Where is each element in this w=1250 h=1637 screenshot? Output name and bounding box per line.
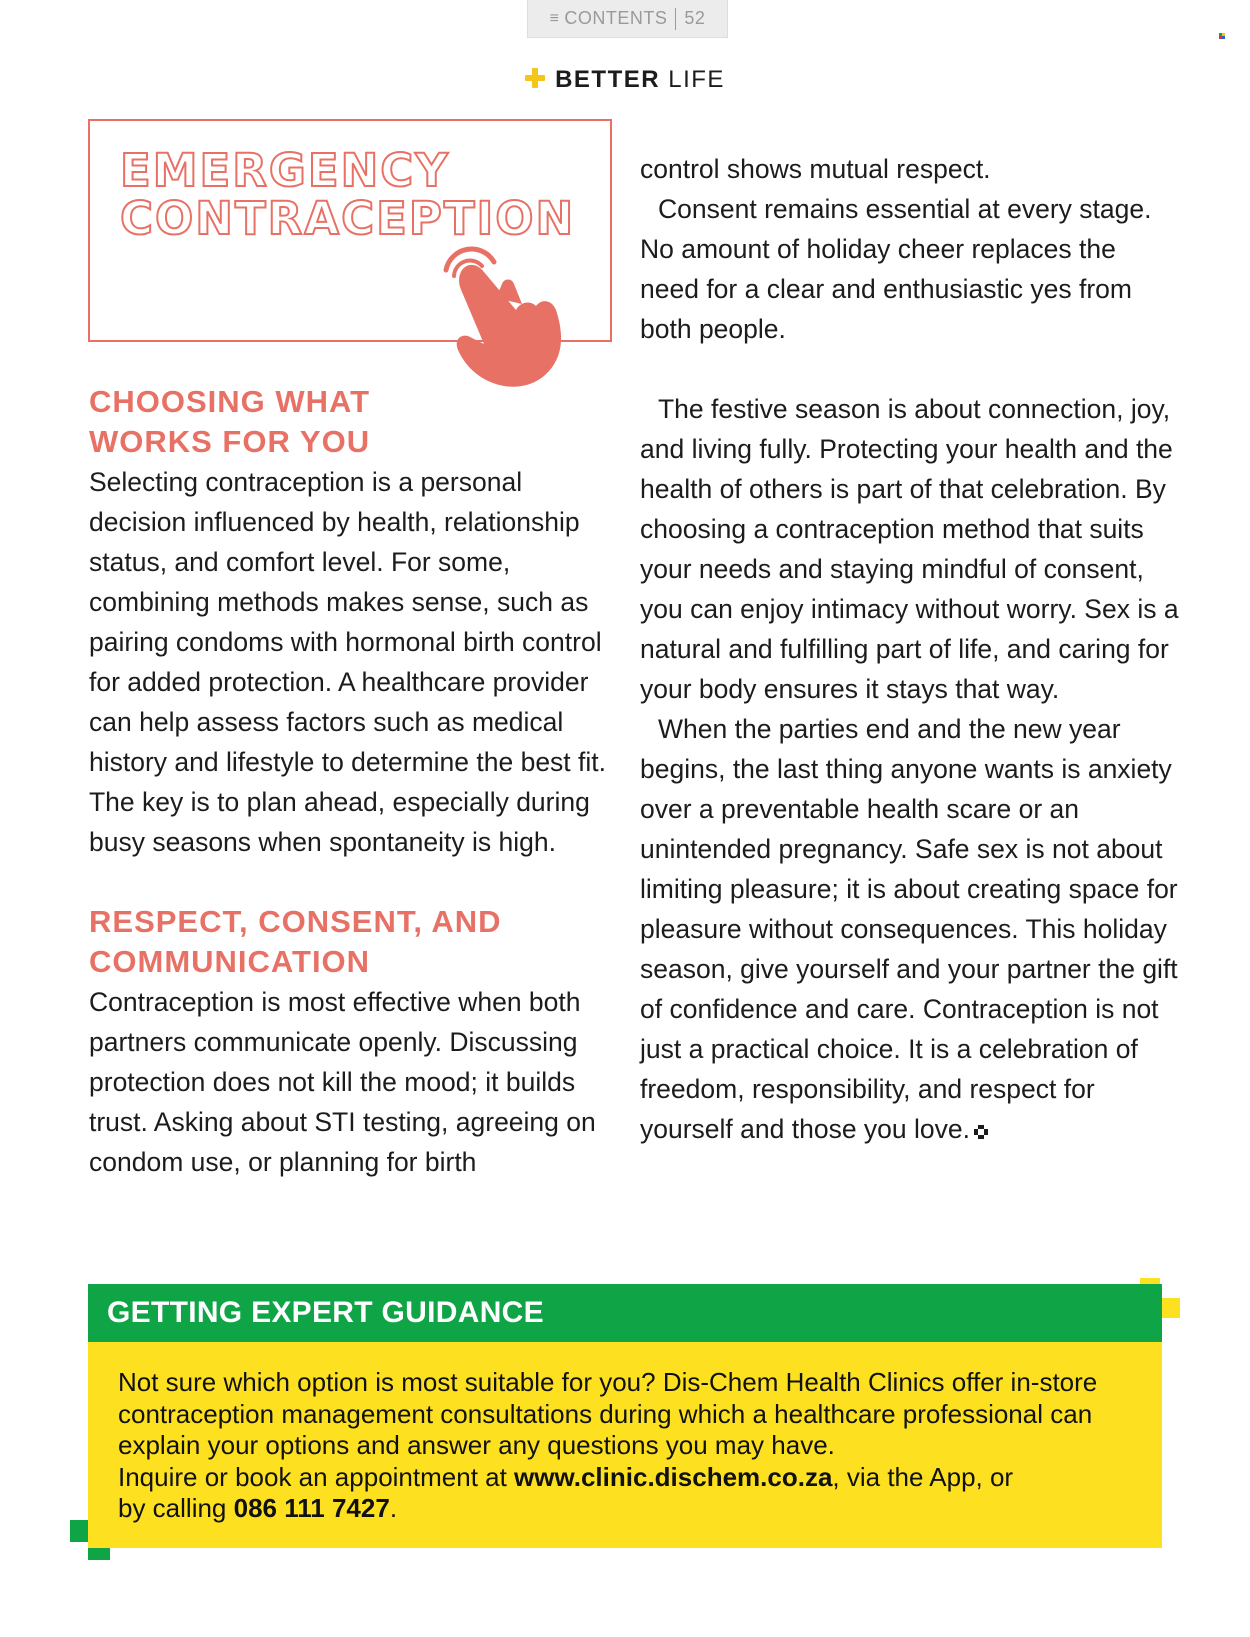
section-header-bold: BETTER <box>555 66 661 93</box>
corner-mark-icon <box>1219 33 1225 39</box>
guidance-title: GETTING EXPERT GUIDANCE <box>107 1296 544 1329</box>
heading-choosing: CHOOSING WHAT WORKS FOR YOU <box>89 384 371 459</box>
guidance-text: Not sure which option is most suitable for you? Dis-Chem Health Clinics offer in-store contraception management consultations during which a healthcare professional can explain your options and answer any questions you may have. <box>118 1367 1098 1460</box>
section-header-light: LIFE <box>668 66 725 93</box>
plus-icon <box>525 68 545 88</box>
paragraph-last <box>640 709 1180 1149</box>
menu-icon: ≡ <box>549 9 560 27</box>
call-suffix: . <box>389 1493 398 1523</box>
left-column <box>89 382 619 1182</box>
paragraph: control shows mutual respect. <box>640 154 991 184</box>
inquire-text: Inquire or book an appointment at <box>118 1461 515 1492</box>
paragraph: The festive season is about connection, joy, and living fully. Protecting your health and the health of others is part of that celebration. By choosing a contraception method that suits your needs and staying mindful of consent, you can enjoy intimacy without worry. Sex is a natural and fulfilling part of life, and caring for your body ensures it stays that way. <box>640 394 1179 704</box>
heading-respect: RESPECT, CONSENT, AND COMMUNICATION <box>89 904 502 979</box>
end-mark-icon <box>974 1125 988 1139</box>
contents-tab[interactable] <box>527 0 728 38</box>
page-title-line2: CONTRACEPTION <box>120 192 576 245</box>
contents-label[interactable]: CONTENTS <box>564 8 668 28</box>
call-text: by calling <box>118 1493 234 1523</box>
guidance-inquire-line <box>118 1462 1148 1494</box>
guidance-body <box>118 1367 1148 1525</box>
paragraph-text: When the parties end and the new year begins, the last thing anyone wants is anxiety over a preventable health scare or an unintended pregnancy. Safe sex is not about limiting pleasure; it is about creating space for pleasure without consequences. This holiday season, give yourself and your partner the gift of confidence and care. Contraception is not just a practical choice. It is a celebration of freedom, responsibility, and respect for yourself and those you love. <box>640 714 1178 1144</box>
divider <box>675 8 676 30</box>
paragraph: Contraception is most effective when both partners communicate openly. Discussing protection does not kill the mood; it builds trust. Asking about STI testing, agreeing on condom use, or planning for birth <box>89 987 596 1177</box>
paragraph: Selecting contraception is a personal decision influenced by health, relationship status, and comfort level. For some, combining methods makes sense, such as pairing condoms with hormonal birth control for added protection. A healthcare provider can help assess factors such as medical history and lifestyle to determine the best fit. The key is to plan ahead, especially during busy seasons when spontaneity is high. <box>89 467 607 857</box>
section-header <box>0 66 1250 94</box>
right-column <box>640 149 1180 1149</box>
guidance-box <box>88 1284 1162 1548</box>
page-title-line1: EMERGENCY <box>120 144 450 197</box>
guidance-call-line <box>118 1493 1148 1525</box>
guidance-title-bar <box>88 1284 1162 1342</box>
page-title <box>120 144 576 245</box>
clinic-link[interactable]: www.clinic.dischem.co.za <box>514 1461 833 1492</box>
paragraph: Consent remains essential at every stage. No amount of holiday cheer replaces the need for a clear and enthusiastic yes from both people. <box>640 194 1152 344</box>
hand-tap-icon <box>432 240 562 390</box>
page-number: 52 <box>684 8 706 28</box>
phone-number[interactable]: 086 111 7427 <box>233 1493 390 1523</box>
inquire-text-2: , via the App, or <box>832 1461 1014 1492</box>
